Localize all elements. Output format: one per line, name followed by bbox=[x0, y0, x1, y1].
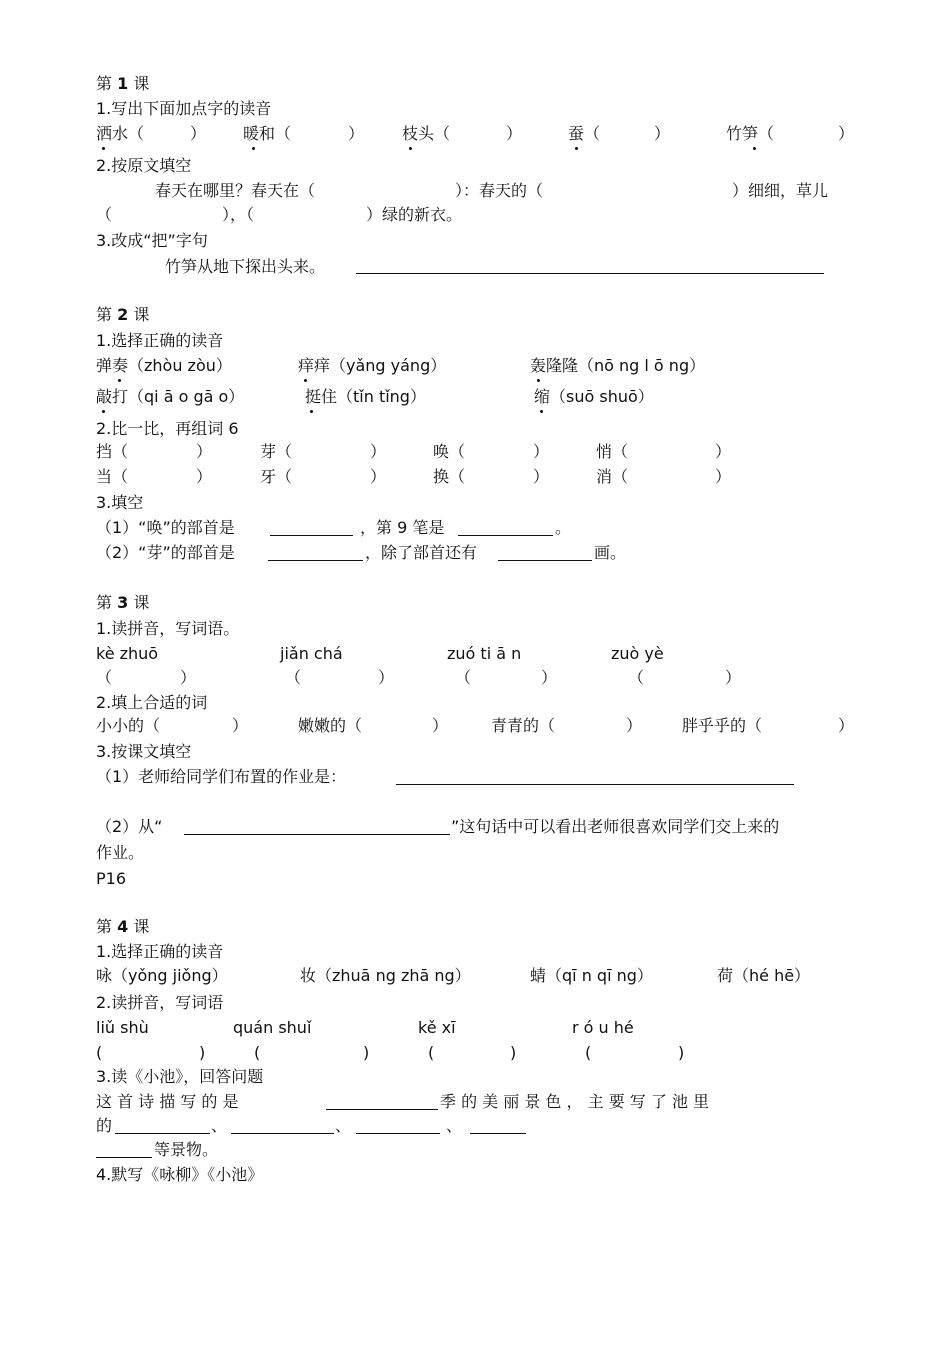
fill-text: 作业。 bbox=[96, 843, 145, 862]
paren-open: ( bbox=[96, 1043, 103, 1062]
answer-line[interactable] bbox=[458, 535, 553, 536]
paren-open: （ bbox=[96, 668, 113, 687]
pinyin-choice: 弹奏（zhòu zòu） bbox=[96, 356, 232, 375]
lesson1-q2: 2.按原文填空 bbox=[96, 156, 192, 175]
reading-item: 蚕（ bbox=[568, 124, 601, 143]
reading-item: 暖和（ bbox=[243, 124, 292, 143]
fill-text: 春天在哪里？春天在（ bbox=[155, 181, 316, 200]
page-number: P16 bbox=[96, 869, 127, 888]
fill-text: ）细细，草儿 bbox=[732, 181, 829, 200]
paren-close: ） bbox=[838, 124, 855, 143]
paren-close: ） bbox=[838, 716, 855, 735]
lesson1-q1: 1.写出下面加点字的读音 bbox=[96, 99, 272, 118]
fill-text: ，除了部首还有 bbox=[365, 543, 478, 562]
paren-close: ） bbox=[180, 668, 197, 687]
fill-item: 青青的（ bbox=[491, 716, 556, 735]
fill-text: 这 首 诗 描 写 的 是 bbox=[96, 1092, 239, 1111]
pinyin-word: zuó ti ā n bbox=[447, 644, 522, 663]
fill-text: （ bbox=[96, 205, 113, 224]
paren-close: ） bbox=[370, 467, 387, 486]
lesson4-q4: 4.默写《咏柳》《小池》 bbox=[96, 1165, 264, 1184]
paren-open: ( bbox=[254, 1043, 261, 1062]
lesson3-q3: 3.按课文填空 bbox=[96, 742, 192, 761]
paren-close: ） bbox=[370, 442, 387, 461]
paren-close: ） bbox=[190, 124, 207, 143]
paren-open: （ bbox=[455, 668, 472, 687]
paren-close: ） bbox=[196, 467, 213, 486]
emphasis-dot bbox=[252, 147, 255, 150]
emphasis-dot bbox=[540, 410, 543, 413]
compare-item: 唤（ bbox=[433, 442, 466, 461]
fill-text: 。 bbox=[555, 518, 572, 537]
lesson4-q1: 1.选择正确的读音 bbox=[96, 942, 224, 961]
fill-text: （1）“唤”的部首是 bbox=[96, 518, 235, 537]
paren-close: ） bbox=[196, 442, 213, 461]
answer-line[interactable] bbox=[396, 784, 794, 785]
fill-text: 季 的 美 丽 景 色 ， 主 要 写 了 池 里 bbox=[440, 1092, 710, 1111]
lesson1-q3: 3.改成“把”字句 bbox=[96, 231, 208, 250]
answer-line[interactable] bbox=[270, 535, 353, 536]
reading-item: 枝头（ bbox=[402, 124, 451, 143]
paren-close: ) bbox=[678, 1043, 685, 1062]
sentence: 竹笋从地下探出头来。 bbox=[165, 257, 326, 276]
reading-item: 竹笋（ bbox=[726, 124, 775, 143]
lesson2-title: 第 2 课 bbox=[96, 305, 150, 324]
emphasis-dot bbox=[310, 410, 313, 413]
fill-text: （2）从“ bbox=[96, 817, 163, 836]
compare-item: 消（ bbox=[596, 467, 629, 486]
pinyin-choice: 妆（zhuā ng zhā ng） bbox=[300, 966, 471, 985]
fill-text: ，第 9 笔是 bbox=[360, 518, 445, 537]
pinyin-word: liǔ shù bbox=[96, 1018, 149, 1037]
fill-text: ”这句话中可以看出老师很喜欢同学们交上来的 bbox=[451, 817, 780, 836]
fill-text: 画。 bbox=[594, 543, 627, 562]
fill-item: 嫩嫩的（ bbox=[298, 716, 363, 735]
compare-item: 挡（ bbox=[96, 442, 129, 461]
fill-text: 、 bbox=[335, 1116, 352, 1135]
fill-text: 等景物。 bbox=[154, 1140, 219, 1159]
answer-line[interactable] bbox=[356, 273, 824, 274]
paren-close: ） bbox=[348, 124, 365, 143]
paren-open: （ bbox=[285, 668, 302, 687]
pinyin-choice: 咏（yǒng jiǒng） bbox=[96, 966, 228, 985]
paren-close: ) bbox=[363, 1043, 370, 1062]
compare-item: 芽（ bbox=[260, 442, 293, 461]
fill-item: 小小的（ bbox=[96, 716, 161, 735]
answer-line[interactable] bbox=[470, 1133, 526, 1134]
answer-line[interactable] bbox=[231, 1133, 334, 1134]
paren-close: ） bbox=[626, 716, 643, 735]
paren-close: ） bbox=[541, 668, 558, 687]
paren-close: ） bbox=[378, 668, 395, 687]
answer-line[interactable] bbox=[96, 1157, 152, 1158]
lesson3-q1: 1.读拼音，写词语。 bbox=[96, 619, 240, 638]
pinyin-word: jiǎn chá bbox=[280, 644, 343, 663]
paren-close: ） bbox=[533, 467, 550, 486]
lesson3-q2: 2.填上合适的词 bbox=[96, 693, 208, 712]
pinyin-choice: 缩（suō shuō） bbox=[534, 387, 654, 406]
fill-text: 、 bbox=[446, 1116, 463, 1135]
pinyin-choice: 痒痒（yǎng yáng） bbox=[298, 356, 447, 375]
paren-close: ） bbox=[533, 442, 550, 461]
lesson4-title: 第 4 课 bbox=[96, 917, 150, 936]
pinyin-word: kě xī bbox=[418, 1018, 456, 1037]
fill-text: 、 bbox=[211, 1116, 228, 1135]
paren-close: ) bbox=[199, 1043, 206, 1062]
lesson3-title: 第 3 课 bbox=[96, 593, 150, 612]
answer-line[interactable] bbox=[115, 1133, 210, 1134]
paren-close: ) bbox=[510, 1043, 517, 1062]
paren-open: ( bbox=[428, 1043, 435, 1062]
fill-text: ），（ bbox=[222, 205, 255, 224]
fill-item: 胖乎乎的（ bbox=[682, 716, 763, 735]
emphasis-dot bbox=[753, 147, 756, 150]
fill-text: （2）“芽”的部首是 bbox=[96, 543, 235, 562]
fill-text: ）绿的新衣。 bbox=[366, 205, 463, 224]
pinyin-choice: 蜻（qī n qī ng） bbox=[530, 966, 653, 985]
pinyin-choice: 轰隆隆（nō ng l ō ng） bbox=[530, 356, 706, 375]
emphasis-dot bbox=[118, 379, 121, 382]
fill-text: 的 bbox=[96, 1116, 113, 1135]
paren-close: ） bbox=[715, 442, 732, 461]
lesson1-title: 第 1 课 bbox=[96, 74, 150, 93]
paren-close: ） bbox=[725, 668, 742, 687]
reading-item: 洒水（ bbox=[96, 124, 145, 143]
paren-close: ） bbox=[232, 716, 249, 735]
fill-text: （1）老师给同学们布置的作业是： bbox=[96, 767, 347, 786]
pinyin-choice: 荷（hé hē） bbox=[717, 966, 811, 985]
emphasis-dot bbox=[537, 379, 540, 382]
lesson2-q3: 3.填空 bbox=[96, 493, 144, 512]
compare-item: 牙（ bbox=[260, 467, 293, 486]
lesson2-q2: 2.比一比，再组词 6 bbox=[96, 419, 239, 438]
pinyin-word: zuò yè bbox=[611, 644, 664, 663]
answer-line[interactable] bbox=[356, 1133, 440, 1134]
pinyin-choice: 挺住（tǐn tǐng） bbox=[305, 387, 426, 406]
answer-line[interactable] bbox=[184, 834, 450, 835]
pinyin-word: quán shuǐ bbox=[233, 1018, 312, 1037]
lesson2-q1: 1.选择正确的读音 bbox=[96, 331, 224, 350]
fill-text: ）：春天的（ bbox=[455, 181, 544, 200]
paren-close: ） bbox=[654, 124, 671, 143]
paren-close: ） bbox=[506, 124, 523, 143]
paren-open: ( bbox=[585, 1043, 592, 1062]
answer-line[interactable] bbox=[268, 560, 363, 561]
answer-line[interactable] bbox=[326, 1109, 438, 1110]
paren-close: ） bbox=[715, 467, 732, 486]
lesson4-q2: 2.读拼音，写词语 bbox=[96, 993, 224, 1012]
emphasis-dot bbox=[102, 410, 105, 413]
pinyin-word: kè zhuō bbox=[96, 644, 159, 663]
compare-item: 悄（ bbox=[596, 442, 629, 461]
compare-item: 换（ bbox=[433, 467, 466, 486]
paren-close: ） bbox=[432, 716, 449, 735]
lesson4-q3: 3.读《小池》，回答问题 bbox=[96, 1067, 264, 1086]
pinyin-word: r ó u hé bbox=[572, 1018, 634, 1037]
answer-line[interactable] bbox=[498, 560, 592, 561]
emphasis-dot bbox=[102, 147, 105, 150]
paren-open: （ bbox=[628, 668, 645, 687]
emphasis-dot bbox=[575, 147, 578, 150]
pinyin-choice: 敲打（qi ā o gā o） bbox=[96, 387, 245, 406]
emphasis-dot bbox=[409, 147, 412, 150]
emphasis-dot bbox=[304, 379, 307, 382]
compare-item: 当（ bbox=[96, 467, 129, 486]
